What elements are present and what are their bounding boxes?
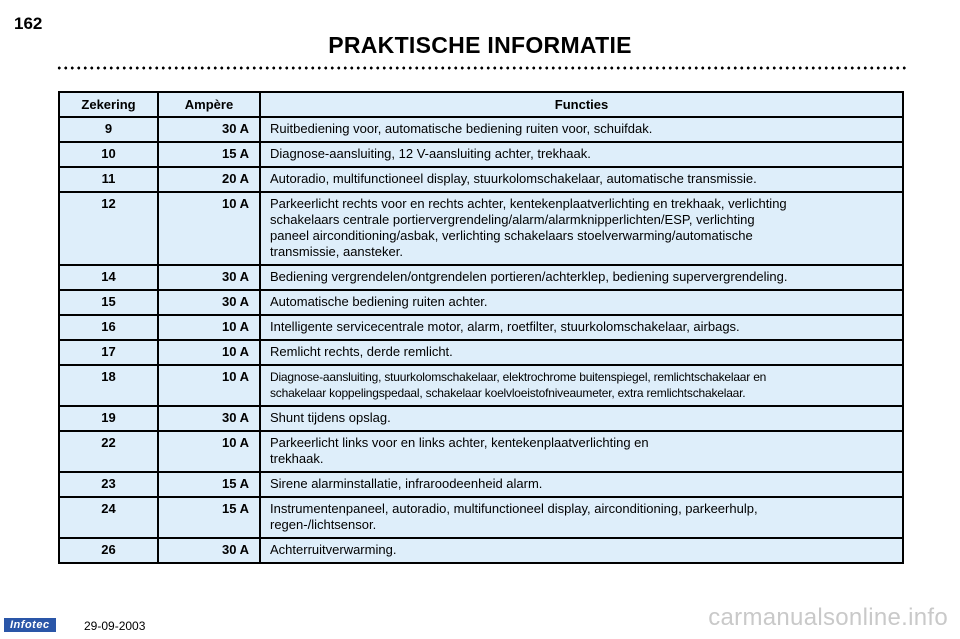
function-line: Diagnose-aansluiting, 12 V-aansluiting achter, trekhaak.: [270, 146, 591, 161]
watermark: carmanualsonline.info: [708, 604, 948, 631]
table-row: [59, 265, 903, 290]
fuse-functions: [260, 472, 903, 497]
fuse-functions: [260, 431, 903, 472]
fuse-ampere: 30 A: [158, 117, 260, 142]
fuse-functions: [260, 538, 903, 563]
fuse-ampere: 15 A: [158, 142, 260, 167]
table-row: [59, 167, 903, 192]
function-line: Sirene alarminstallatie, infraroodeenheid alarm.: [270, 476, 543, 491]
fuse-ampere: 10 A: [158, 431, 260, 472]
function-line: Bediening vergrendelen/ontgrendelen portieren/achterklep, bediening supervergrendeling.: [270, 269, 788, 284]
function-line: Parkeerlicht links voor en links achter, kentekenplaatverlichting en: [270, 435, 649, 450]
fuse-functions: [260, 192, 903, 265]
fuse-ampere: 10 A: [158, 340, 260, 365]
table-row: [59, 117, 903, 142]
fuse-table: [58, 91, 904, 564]
fuse-functions: [260, 265, 903, 290]
table-row: [59, 340, 903, 365]
table-row: [59, 472, 903, 497]
header-ampere: Ampère: [158, 92, 260, 117]
fuse-number: 23: [59, 472, 158, 497]
table-row: [59, 365, 903, 406]
footer-date: 29-09-2003: [84, 619, 146, 633]
fuse-functions: [260, 142, 903, 167]
table-row: [59, 290, 903, 315]
fuse-ampere: 30 A: [158, 406, 260, 431]
fuse-number: 19: [59, 406, 158, 431]
fuse-functions: [260, 365, 903, 406]
fuse-number: 9: [59, 117, 158, 142]
fuse-ampere: 30 A: [158, 538, 260, 563]
function-line: Achterruitverwarming.: [270, 542, 397, 557]
fuse-functions: [260, 290, 903, 315]
fuse-number: 12: [59, 192, 158, 265]
table-row: [59, 431, 903, 472]
header-fuse: Zekering: [59, 92, 158, 117]
table-row: [59, 142, 903, 167]
fuse-ampere: 30 A: [158, 290, 260, 315]
table-row: [59, 538, 903, 563]
fuse-ampere: 10 A: [158, 365, 260, 406]
fuse-number: 17: [59, 340, 158, 365]
fuse-number: 11: [59, 167, 158, 192]
fuse-functions: [260, 315, 903, 340]
table-row: [59, 406, 903, 431]
function-line: Shunt tijdens opslag.: [270, 410, 391, 425]
fuse-functions: [260, 497, 903, 538]
function-line: Instrumentenpaneel, autoradio, multifunctioneel display, airconditioning, parkeerhulp,: [270, 501, 758, 516]
fuse-number: 14: [59, 265, 158, 290]
header-functions: Functies: [260, 92, 903, 117]
function-line: Diagnose-aansluiting, stuurkolomschakelaar, elektrochrome buitenspiegel, remlichtschakelaar en: [270, 370, 767, 384]
function-line: transmissie, aansteker.: [270, 244, 403, 259]
fuse-number: 10: [59, 142, 158, 167]
fuse-number: 15: [59, 290, 158, 315]
table-row: [59, 192, 903, 265]
fuse-ampere: 20 A: [158, 167, 260, 192]
fuse-ampere: 30 A: [158, 265, 260, 290]
function-line: Ruitbediening voor, automatische bediening ruiten voor, schuifdak.: [270, 121, 653, 136]
fuse-ampere: 15 A: [158, 497, 260, 538]
function-line: Intelligente servicecentrale motor, alarm, roetfilter, stuurkolomschakelaar, airbags.: [270, 319, 740, 334]
fuse-number: 18: [59, 365, 158, 406]
fuse-number: 24: [59, 497, 158, 538]
fuse-number: 22: [59, 431, 158, 472]
function-line: schakelaars centrale portiervergrendeling/alarm/alarmknipperlichten/ESP, verlichting: [270, 212, 755, 227]
infotec-logo: Infotec: [4, 618, 56, 632]
dotted-divider: [56, 66, 908, 70]
function-line: Remlicht rechts, derde remlicht.: [270, 344, 453, 359]
function-line: Parkeerlicht rechts voor en rechts achter, kentekenplaatverlichting en trekhaak, verlichting: [270, 196, 787, 211]
fuse-functions: [260, 340, 903, 365]
fuse-number: 16: [59, 315, 158, 340]
fuse-functions: [260, 167, 903, 192]
page-title: PRAKTISCHE INFORMATIE: [328, 32, 632, 58]
fuse-table-body: [59, 117, 903, 563]
table-row: [59, 497, 903, 538]
function-line: trekhaak.: [270, 451, 324, 466]
fuse-ampere: 15 A: [158, 472, 260, 497]
function-line: paneel airconditioning/asbak, verlichting schakelaars stoelverwarming/automatische: [270, 228, 753, 243]
fuse-ampere: 10 A: [158, 315, 260, 340]
table-row: [59, 315, 903, 340]
page-number: 162: [14, 14, 43, 33]
function-line: Automatische bediening ruiten achter.: [270, 294, 488, 309]
fuse-number: 26: [59, 538, 158, 563]
function-line: Autoradio, multifunctioneel display, stuurkolomschakelaar, automatische transmissie.: [270, 171, 757, 186]
function-line: schakelaar koppelingspedaal, schakelaar koelvloeistofniveaumeter, extra remlichtschakelaar.: [270, 386, 746, 400]
fuse-ampere: 10 A: [158, 192, 260, 265]
fuse-functions: [260, 406, 903, 431]
table-header-row: [59, 92, 903, 117]
function-line: regen-/lichtsensor.: [270, 517, 377, 532]
fuse-functions: [260, 117, 903, 142]
